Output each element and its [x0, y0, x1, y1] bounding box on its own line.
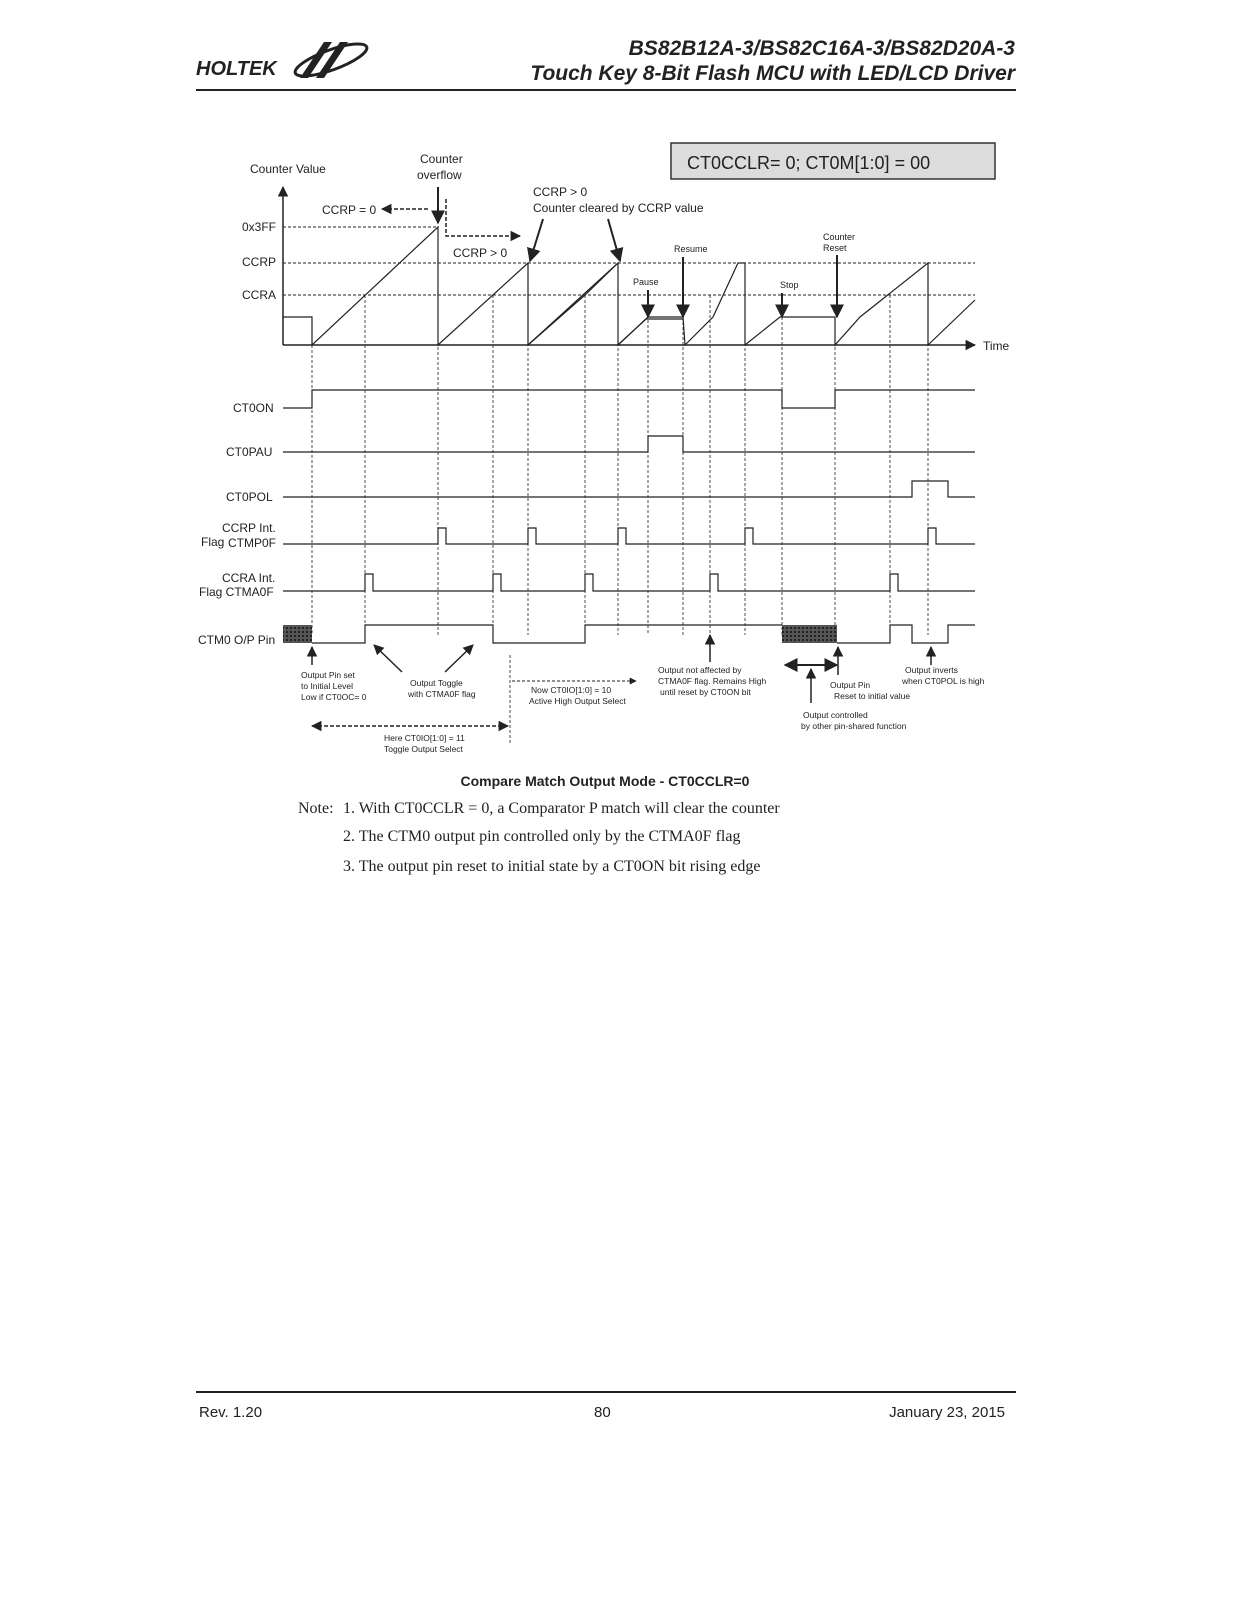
- note-item: 3. The output pin reset to initial state by a CT0ON bit rising edge: [343, 858, 761, 875]
- signal-label: CT0ON: [233, 401, 274, 415]
- ctmp0f-waveform: [283, 528, 975, 544]
- annotation-text: overflow: [417, 168, 462, 182]
- footer-rule: [196, 1391, 1016, 1393]
- annotation-text: CTMA0F flag. Remains High: [658, 676, 767, 686]
- op-pin-hatch: [283, 625, 312, 643]
- logo-text: HOLTEK: [196, 58, 277, 80]
- level-label: CCRP: [242, 255, 277, 269]
- annotation-text: Output controlled: [803, 710, 868, 720]
- annotation-text: Counter: [420, 152, 463, 166]
- signal-label: CT0POL: [226, 490, 273, 504]
- toggle-arrow: [445, 645, 473, 672]
- signal-label: CCRA Int.: [222, 571, 276, 585]
- ct0pau-waveform: [283, 436, 975, 452]
- annotation-text: Active High Output Select: [529, 696, 626, 706]
- annotation-text: Here CT0IO[1:0] = 11: [384, 733, 465, 743]
- document-title: [530, 36, 1015, 86]
- annotation-text: Reset to initial value: [834, 691, 911, 701]
- annotation-text: Output not affected by: [658, 665, 742, 675]
- annotation-text: Pause: [633, 277, 659, 287]
- annotation-text: when CT0POL is high: [902, 676, 985, 686]
- signal-label: Flag CTMA0F: [199, 585, 274, 599]
- note-item: 2. The CTM0 output pin controlled only by the CTMA0F flag: [343, 828, 741, 845]
- counter-waveform: [283, 227, 975, 345]
- header-rule: [196, 89, 1016, 91]
- annotation-text: Low if CT0OC= 0: [301, 692, 367, 702]
- annotation-text: by other pin-shared function: [801, 721, 907, 731]
- annotation-text: Now CT0IO[1:0] = 10: [531, 685, 612, 695]
- signal-label: Flag: [201, 535, 225, 549]
- signal-label: CCRP Int.: [222, 521, 276, 535]
- signal-label: CTMP0F: [228, 536, 276, 550]
- title-line-2: Touch Key 8-Bit Flash MCU with LED/LCD Driver: [530, 62, 1015, 85]
- ct0pol-waveform: [283, 481, 975, 497]
- annotation-text: Output Toggle: [410, 678, 463, 688]
- holtek-logo: [196, 28, 376, 84]
- footer-revision: Rev. 1.20: [199, 1404, 263, 1421]
- ct0on-waveform: [283, 390, 975, 408]
- level-label: CCRA: [242, 288, 277, 302]
- annotation-text: until reset by CT0ON bit: [660, 687, 751, 697]
- mode-box-text: CT0CCLR= 0; CT0M[1:0] = 00: [687, 153, 931, 173]
- annotation-text: Toggle Output Select: [384, 744, 463, 754]
- annotation-text: Output Pin: [830, 680, 871, 690]
- x-axis-label: Time: [983, 339, 1010, 353]
- cleared-arrow: [530, 219, 543, 261]
- title-line-1: BS82B12A-3/BS82C16A-3/BS82D20A-3: [628, 37, 1015, 60]
- annotation-text: CCRP > 0: [453, 246, 508, 260]
- op-pin-waveform: [312, 625, 782, 643]
- annotation-text: to Initial Level: [301, 681, 353, 691]
- note-prefix: Note:: [298, 800, 334, 817]
- timing-diagram: [190, 135, 1020, 760]
- annotation-text: with CTMA0F flag: [408, 689, 476, 699]
- cleared-arrow: [608, 219, 620, 261]
- level-label: 0x3FF: [242, 220, 277, 234]
- footer-date: January 23, 2015: [889, 1404, 1005, 1421]
- time-markers: [312, 227, 928, 745]
- signal-label: CT0PAU: [226, 445, 273, 459]
- op-pin-waveform: [837, 625, 975, 643]
- counter-ramp: [618, 319, 683, 345]
- annotation-text: Output inverts: [905, 665, 958, 675]
- op-pin-hatch: [782, 625, 837, 643]
- footer-page-number: 80: [594, 1404, 611, 1421]
- annotation-text: Counter: [823, 232, 856, 242]
- annotation-text: Reset: [823, 243, 847, 253]
- toggle-arrow: [374, 645, 402, 672]
- figure-caption: Compare Match Output Mode - CT0CCLR=0: [460, 773, 750, 789]
- note-item: 1. With CT0CCLR = 0, a Comparator P match will clear the counter: [343, 800, 780, 817]
- annotation-text: CCRP > 0: [533, 185, 588, 199]
- annotation-text: CCRP = 0: [322, 203, 377, 217]
- annotation-text: Resume: [674, 244, 708, 254]
- annotation-text: Output Pin set: [301, 670, 355, 680]
- annotation-text: Counter cleared by CCRP value: [533, 201, 704, 215]
- annotation-text: Stop: [780, 280, 799, 290]
- counter-ramp: [528, 263, 618, 345]
- y-axis-label: Counter Value: [250, 162, 326, 176]
- ctma0f-waveform: [283, 574, 975, 591]
- ccrp-gt-arrow: [446, 199, 520, 236]
- signal-label: CTM0 O/P Pin: [198, 633, 276, 647]
